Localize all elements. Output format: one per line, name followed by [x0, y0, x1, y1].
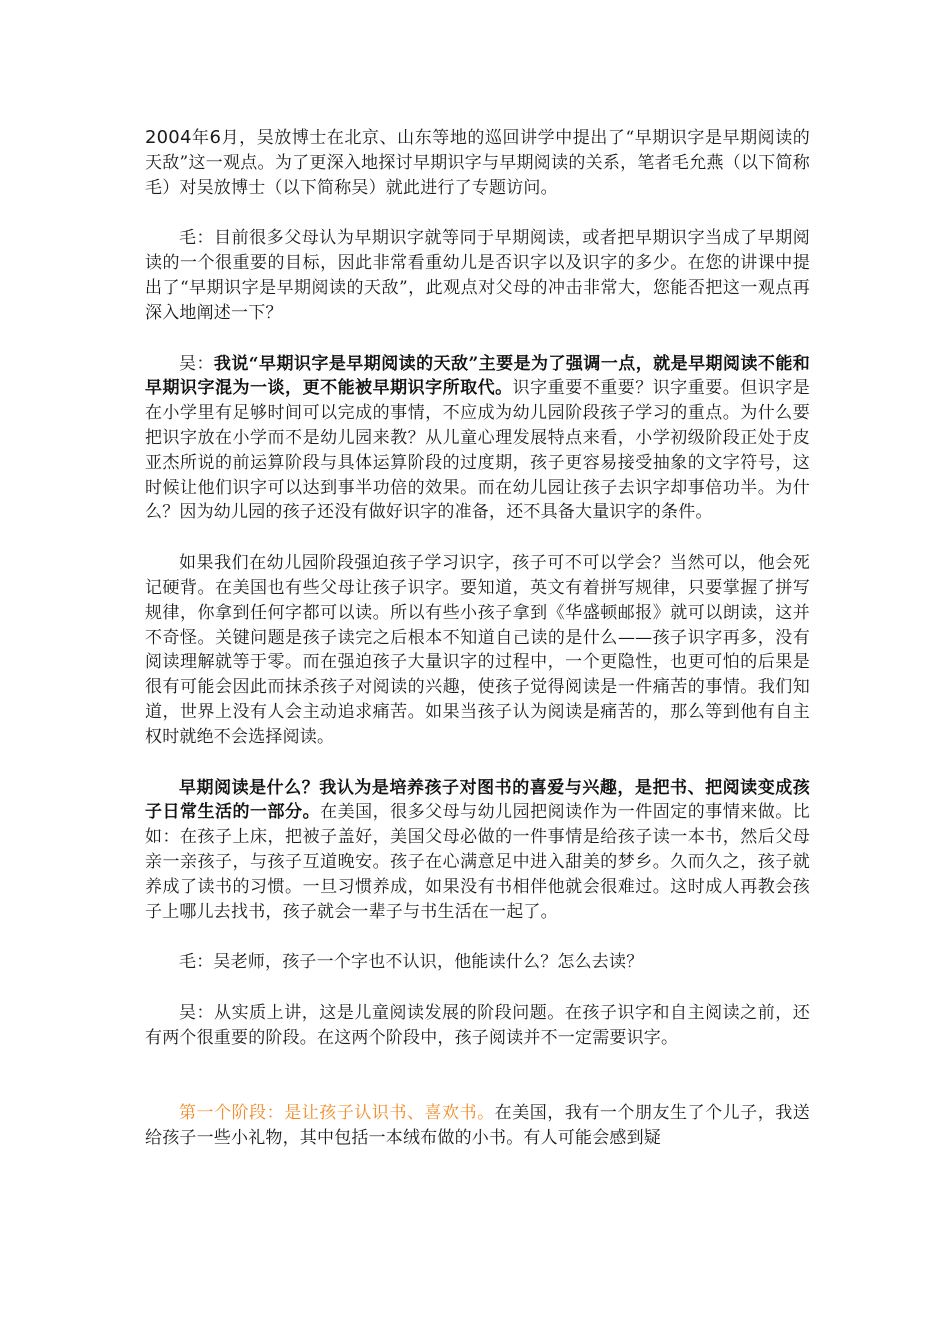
answer-paragraph-1	[145, 352, 810, 526]
answer-speaker: 吴：	[179, 353, 214, 374]
answer-text-1: 识字重要不重要？识字重要。但识字是在小学里有足够时间可以完成的事情，不应成为幼儿园阶段孩子学习的重点。为什么要把识字放在小学而不是幼儿园来教？从儿童心理发展特点来看，小学初级阶段正处于皮亚杰所说的前运算阶段与具体运算阶段的过度期，孩子更容易接受抽象的文字符号，这时候让他们识字可以达到事半功倍的效果。而在幼儿园让孩子去识字却事倍功半。为什么？因为幼儿园的孩子还没有做好识字的准备，还不具备大量识字的条件。	[145, 378, 810, 523]
intro-year-suffix: 年	[191, 128, 210, 148]
answer-text-3: 在美国，很多父母与幼儿园把阅读作为一件固定的事情来做。比如：在孩子上床，把被子盖好，美国父母必做的一件事情是给孩子读一本书，然后父母亲一亲孩子，与孩子互道晚安。孩子在心满意足中进入甜美的梦乡。久而久之，孩子就养成了读书的习惯。一旦习惯养成，如果没有书相伴他就会很难过。这时成人再教会孩子上哪儿去找书，孩子就会一辈子与书生活在一起了。	[145, 802, 810, 922]
question-paragraph-1: 毛：目前很多父母认为早期识字就等同于早期阅读，或者把早期识字当成了早期阅读的一个很重要的目标，因此非常看重幼儿是否识字以及识字的多少。在您的讲课中提出了“早期识字是早期阅读的天敌”，此观点对父母的冲击非常大，您能否把这一观点再深入地阐述一下？	[145, 228, 810, 323]
answer-paragraph-4: 吴：从实质上讲，这是儿童阅读发展的阶段问题。在孩子识字和自主阅读之前，还有两个很重要的阶段。在这两个阶段中，孩子阅读并不一定需要识字。	[145, 1003, 810, 1048]
answer-paragraph-3	[145, 776, 810, 925]
question-paragraph-2: 毛：吴老师，孩子一个字也不认识，他能读什么？怎么去读？	[179, 952, 644, 973]
intro-month: 6	[209, 127, 222, 148]
answer-paragraph-2: 如果我们在幼儿园阶段强迫孩子学习识字，孩子可不可以学会？当然可以，他会死记硬背。在美国也有些父母让孩子识字。要知道，英文有着拼写规律，只要掌握了拼写规律，你拿到任何字都可以读。所以有些小孩子拿到《华盛顿邮报》就可以朗读，这并不奇怪。关键问题是孩子读完之后根本不知道自己读的是什么——孩子识字再多，没有阅读理解就等于零。而在强迫孩子大量识字的过程中，一个更隐性，也更可怕的后果是很有可能会因此而抹杀孩子对阅读的兴趣，使孩子觉得阅读是一件痛苦的事情。我们知道，世界上没有人会主动追求痛苦。如果当孩子认为阅读是痛苦的，那么等到他有自主权时就绝不会选择阅读。	[145, 553, 810, 747]
stage-1-text: 在美国，我有一个朋友生了个儿子，我送给孩子一些小礼物，其中包括一本绒布做的小书。有人可能会感到疑	[145, 1102, 810, 1148]
intro-year: 2004	[145, 127, 192, 148]
answer-emphasis-1: 我说“早期识字是早期阅读的天敌”主要是为了强调一点，就是早期阅读不能和早期识字混为一谈，更不能被早期识字所取代。	[145, 353, 810, 399]
intro-paragraph	[145, 126, 810, 200]
stage-1-heading: 第一个阶段：是让孩子认识书、喜欢书。	[179, 1102, 495, 1123]
answer-emphasis-3: 早期阅读是什么？我认为是培养孩子对图书的喜爱与兴趣，是把书、把阅读变成孩子日常生活的一部分。	[145, 777, 810, 823]
intro-text: 月，吴放博士在北京、山东等地的巡回讲学中提出了“早期识字是早期阅读的天敌”这一观点。为了更深入地探讨早期识字与早期阅读的关系，笔者毛允燕（以下简称毛）对吴放博士（以下简称吴）就此进行了专题访问。	[145, 128, 810, 198]
stage-1-paragraph	[145, 1101, 810, 1151]
article-body	[145, 126, 810, 1150]
